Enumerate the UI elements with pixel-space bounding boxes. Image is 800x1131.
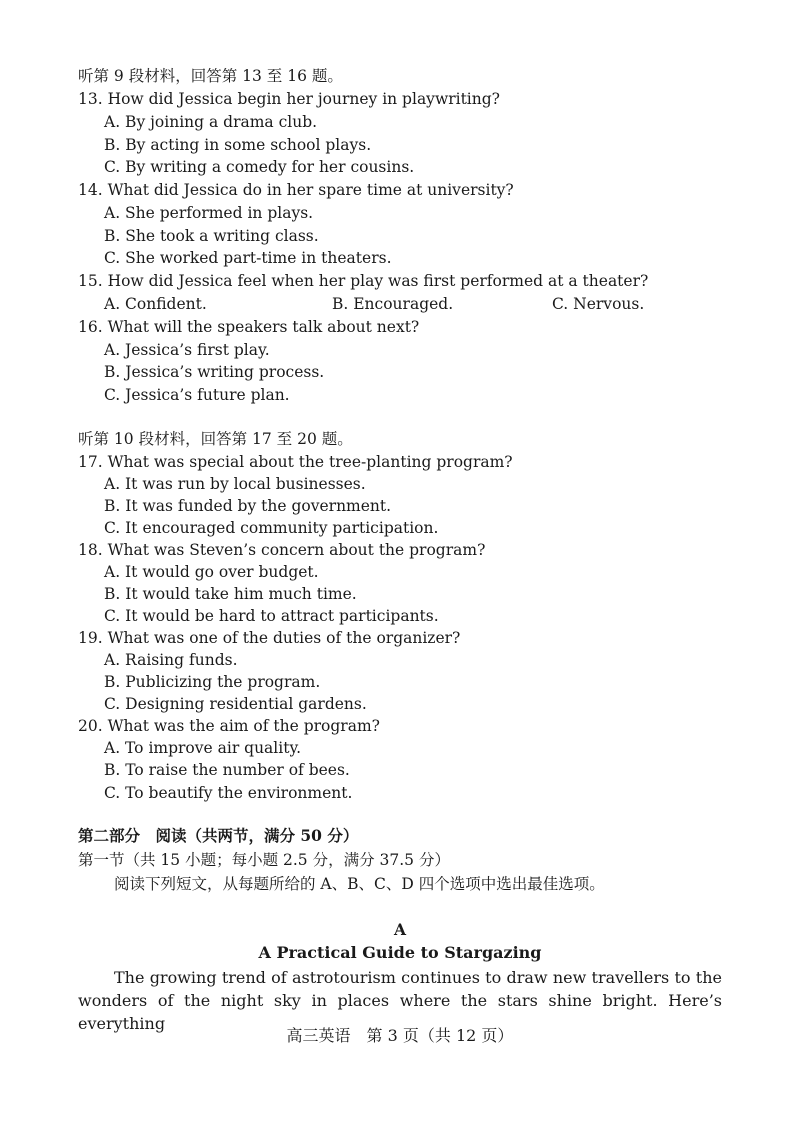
q13-option-c: C. By writing a comedy for her cousins.	[104, 158, 415, 176]
q19-option-b: B. Publicizing the program.	[104, 673, 321, 691]
reading-instruction: 阅读下列短文，从每题所给的 A、B、C、D 四个选项中选出最佳选项。	[114, 875, 605, 893]
q14-option-b: B. She took a writing class.	[104, 227, 319, 245]
question-16: 16. What will the speakers talk about next?	[78, 318, 420, 336]
q15-options-row	[104, 294, 664, 314]
q13-option-b: B. By acting in some school plays.	[104, 136, 372, 154]
q19-option-a: A. Raising funds.	[104, 651, 238, 669]
q15-option-c: C. Nervous.	[552, 295, 645, 313]
passage-paragraph: The growing trend of astrotourism continues to draw new travellers to the wonders of the night sky in places where the stars shine bright. Here’s everything	[78, 968, 722, 1033]
section-9-heading: 听第 9 段材料，回答第 13 至 16 题。	[78, 67, 343, 85]
passage-letter: A	[393, 920, 407, 939]
question-13: 13. How did Jessica begin her journey in playwriting?	[78, 90, 500, 108]
q20-option-a: A. To improve air quality.	[104, 739, 302, 757]
passage-title: A Practical Guide to Stargazing	[258, 943, 542, 962]
q17-option-a: A. It was run by local businesses.	[104, 475, 366, 493]
q20-option-c: C. To beautify the environment.	[104, 784, 353, 802]
q18-option-a: A. It would go over budget.	[104, 563, 319, 581]
question-15: 15. How did Jessica feel when her play was first performed at a theater?	[78, 272, 649, 290]
q19-option-c: C. Designing residential gardens.	[104, 695, 367, 713]
section-10-heading: 听第 10 段材料，回答第 17 至 20 题。	[78, 430, 353, 448]
question-14: 14. What did Jessica do in her spare time at university?	[78, 181, 514, 199]
question-17: 17. What was special about the tree-planting program?	[78, 453, 513, 471]
q18-option-b: B. It would take him much time.	[104, 585, 357, 603]
question-18: 18. What was Steven’s concern about the program?	[78, 541, 486, 559]
q15-option-b: B. Encouraged.	[332, 295, 454, 313]
q17-option-b: B. It was funded by the government.	[104, 497, 392, 515]
q16-option-c: C. Jessica’s future plan.	[104, 386, 290, 404]
q17-option-c: C. It encouraged community participation.	[104, 519, 439, 537]
q14-option-c: C. She worked part-time in theaters.	[104, 249, 392, 267]
q16-option-a: A. Jessica’s first play.	[104, 341, 270, 359]
part-2-section-1: 第一节（共 15 小题；每小题 2.5 分，满分 37.5 分）	[78, 851, 450, 869]
q16-option-b: B. Jessica’s writing process.	[104, 363, 325, 381]
q15-option-a: A. Confident.	[104, 295, 207, 313]
q13-option-a: A. By joining a drama club.	[104, 113, 318, 131]
page-footer: 高三英语 第 3 页（共 12 页）	[286, 1026, 514, 1045]
part-2-title: 第二部分 阅读（共两节，满分 50 分）	[78, 826, 359, 845]
q18-option-c: C. It would be hard to attract participants.	[104, 607, 439, 625]
question-20: 20. What was the aim of the program?	[78, 717, 380, 735]
q20-option-b: B. To raise the number of bees.	[104, 761, 350, 779]
question-19: 19. What was one of the duties of the organizer?	[78, 629, 461, 647]
q14-option-a: A. She performed in plays.	[104, 204, 314, 222]
